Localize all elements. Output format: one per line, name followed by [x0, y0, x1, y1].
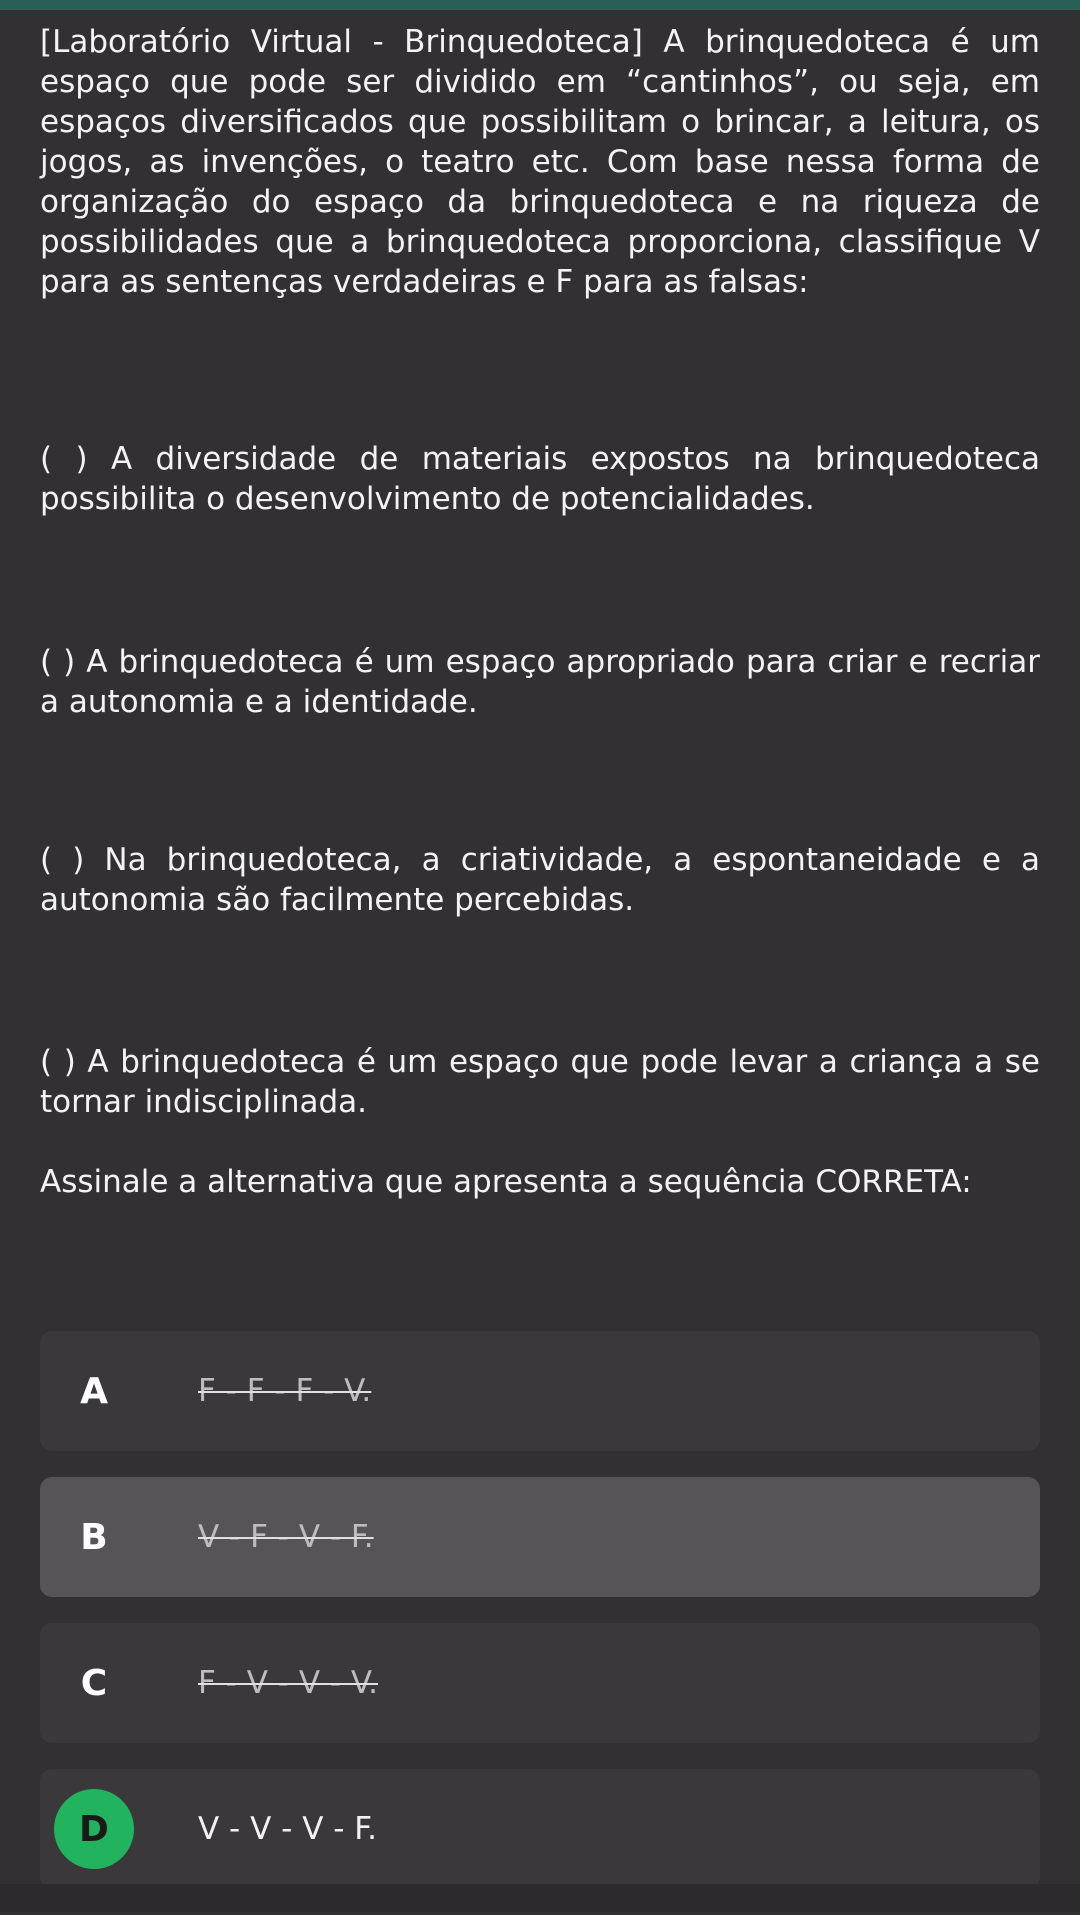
- option-text: V - V - V - F.: [198, 1811, 378, 1847]
- option-letter: A: [80, 1370, 108, 1412]
- option-letter: B: [80, 1516, 108, 1558]
- question-content: [40, 22, 1040, 1200]
- option-d[interactable]: [40, 1769, 1040, 1889]
- bottom-bar: [0, 1884, 1080, 1912]
- question-prompt: Assinale a alternativa que apresenta a sequência CORRETA:: [40, 1164, 972, 1200]
- option-c[interactable]: [40, 1623, 1040, 1743]
- statement-2: ( ) A brinquedoteca é um espaço apropriado para criar e recriar a autonomia e a identidade.: [40, 644, 1040, 720]
- statement-3: ( ) Na brinquedoteca, a criatividade, a espontaneidade e a autonomia são facilmente percebidas.: [40, 842, 1040, 918]
- option-text: F - V - V - V.: [198, 1665, 378, 1701]
- statement-1: ( ) A diversidade de materiais expostos na brinquedoteca possibilita o desenvolvimento de potencialidades.: [40, 441, 1040, 517]
- option-text: F - F - F - V.: [198, 1373, 372, 1409]
- question-intro: [Laboratório Virtual - Brinquedoteca] A brinquedoteca é um espaço que pode ser dividido em “cantinhos”, ou seja, em espaços diversificados que possibilitam o brincar, a leitura, os jogos, as invenções, o teatro etc. Com base nessa forma de organização do espaço da brinquedoteca e na riqueza de possibilidades que a brinquedoteca proporciona, classifique V para as sentenças verdadeiras e F para as falsas:: [40, 24, 1040, 300]
- option-b[interactable]: [40, 1477, 1040, 1597]
- statement-4: ( ) A brinquedoteca é um espaço que pode levar a criança a se tornar indisciplinada.: [40, 1044, 1040, 1120]
- option-a[interactable]: [40, 1331, 1040, 1451]
- answer-options: [40, 1331, 1040, 1915]
- correct-answer-badge: D: [54, 1789, 134, 1869]
- top-accent-bar: [0, 0, 1080, 10]
- option-letter: C: [80, 1662, 108, 1704]
- option-text: V - F - V - F.: [198, 1519, 374, 1555]
